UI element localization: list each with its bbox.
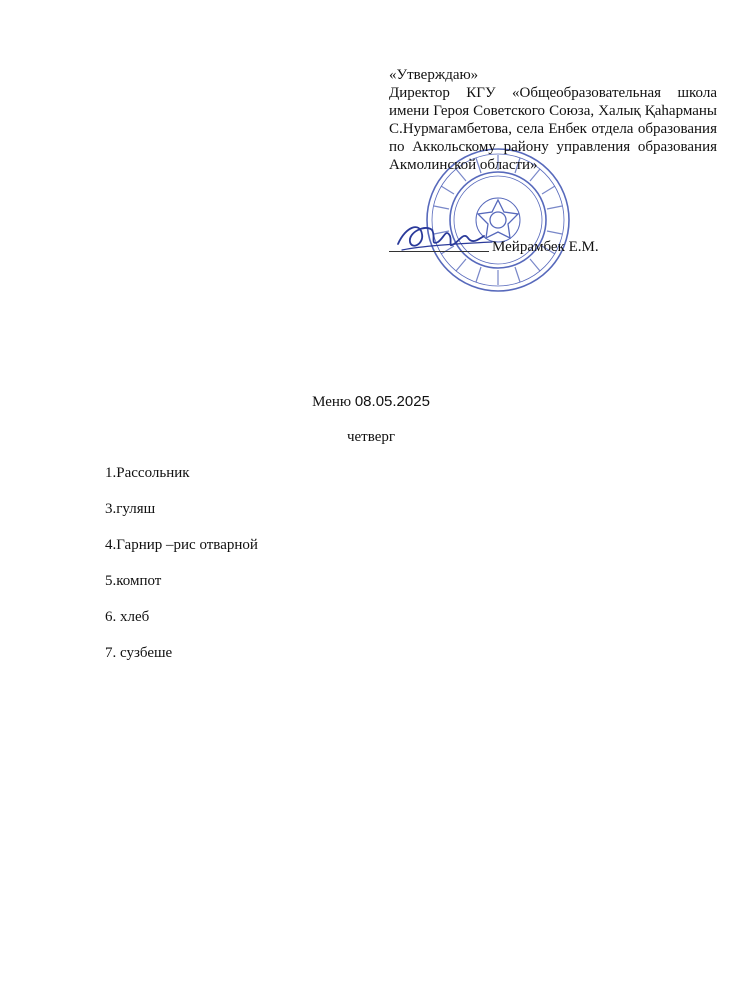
menu-item: 1.Рассольник xyxy=(105,465,190,481)
menu-item: 7. сузбеше xyxy=(105,645,173,661)
approval-title: «Утверждаю» xyxy=(389,67,479,83)
menu-date: 08.05.2025 xyxy=(354,393,430,410)
menu-item: 6. хлеб xyxy=(105,609,150,625)
signatory-name: Мейрамбек Е.М. xyxy=(492,239,599,255)
menu-items-list xyxy=(105,464,258,680)
menu-item: 3.гуляш xyxy=(105,501,156,517)
menu-title-label: Меню xyxy=(312,394,352,410)
menu-item: 4.Гарнир –рис отварной xyxy=(105,537,258,553)
handwritten-signature xyxy=(392,214,502,262)
approval-block xyxy=(389,66,717,174)
menu-weekday: четверг xyxy=(346,429,396,445)
menu-item: 5.компот xyxy=(105,573,162,589)
menu-title xyxy=(0,393,742,411)
director-details: Директор КГУ «Общеобразовательная школа имени Героя Советского Союза, Халық Қаһарманы С.Нурмагамбетова, села Енбек отдела образования по Аккольскому району управления образования Акмолинской области» xyxy=(389,85,717,173)
